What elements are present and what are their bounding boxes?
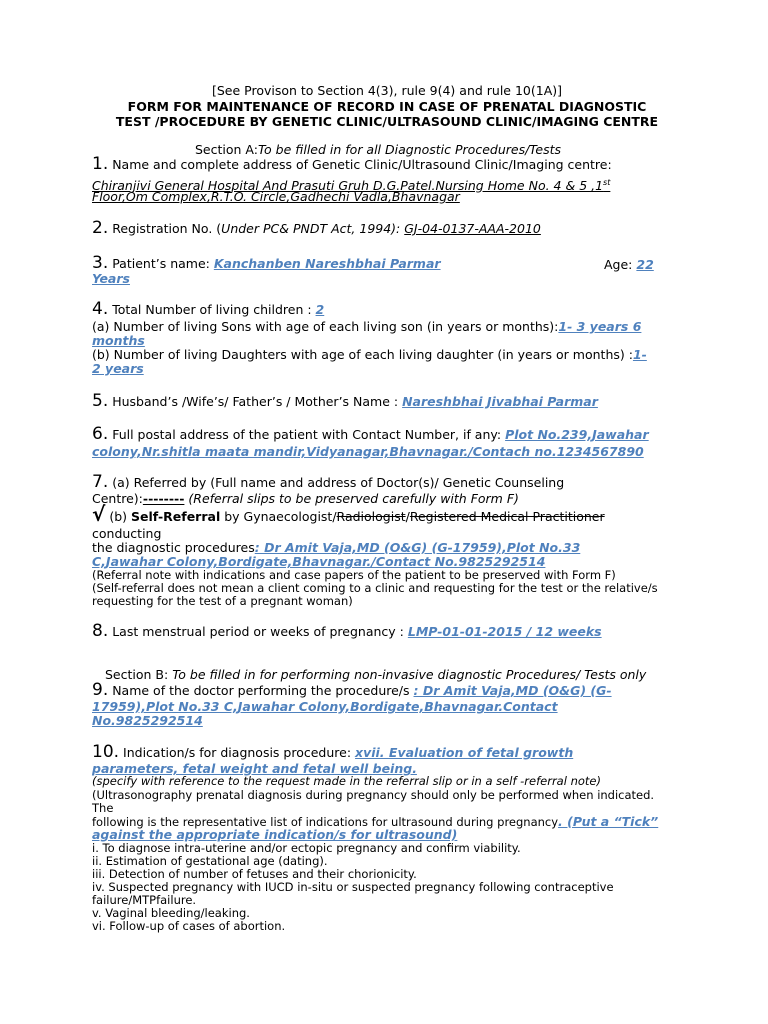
living-daughters-line: (b) Number of living Daughters with age of each living daughter (in years or months) :1-	[92, 347, 647, 362]
living-sons-value-cont: months	[92, 333, 145, 348]
item-10-tick-note-cont: against the appropriate indication/s for ultrasound)	[92, 827, 458, 842]
clinic-address-line-1: Chiranjivi General Hospital And Prasuti Gruh D.G.Patel.Nursing Home No. 4 & 5 ,1st	[92, 178, 611, 194]
section-b-heading: Section B: To be filled in for performing non-invasive diagnostic Procedures/ Tests only	[105, 667, 647, 682]
checkmark-icon: √	[92, 502, 106, 526]
item-5-spouse-name: 5. Husband’s /Wife’s/ Father’s / Mother’s Name : Nareshbhai Jivabhai Parmar	[92, 391, 598, 411]
item-2-registration: 2. Registration No. (Under PC& PNDT Act, 1994): GJ-04-0137-AAA-2010	[92, 218, 541, 238]
living-daughters-value-cont: 2 years	[92, 361, 144, 376]
item-8-lmp: 8. Last menstrual period or weeks of pregnancy : LMP-01-01-2015 / 12 weeks	[92, 621, 602, 641]
indication-list-item: iv. Suspected pregnancy with IUCD in-situ or suspected pregnancy following contraceptive	[92, 880, 614, 894]
item-10-value-cont: parameters, fetal weight and fetal well being.	[92, 761, 417, 776]
item-7a-centre: Centre):-------- (Referral slips to be preserved carefully with Form F)	[92, 491, 519, 506]
living-sons-line: (a) Number of living Sons with age of each living son (in years or months):1- 3 years 6	[92, 319, 642, 334]
item-10-note-4: following is the representative list of indications for ultrasound during pregnancy. (Put a “Tick”	[92, 814, 659, 829]
referral-note-3: requesting for the test of a pregnant woman)	[92, 594, 353, 608]
indication-list-item: iii. Detection of number of fetuses and their chorionicity.	[92, 867, 417, 881]
clinic-address-line-2: Floor,Om Complex,R.T.O. Circle,Gadhechi Vadla,Bhavnagar	[92, 189, 460, 204]
item-7b-conducting: conducting	[92, 526, 162, 541]
indication-list-item: ii. Estimation of gestational age (dating).	[92, 854, 328, 868]
item-7b-procedures: the diagnostic procedures: Dr Amit Vaja,MD (O&G) (G-17959),Plot No.33	[92, 540, 581, 555]
item-10-note-1: (specify with reference to the request made in the referral slip or in a self -referral note)	[92, 774, 601, 788]
referral-note-1: (Referral note with indications and case papers of the patient to be preserved with Form F)	[92, 568, 616, 582]
item-9-doctor: 9. Name of the doctor performing the procedure/s : Dr Amit Vaja,MD (O&G) (G-	[92, 680, 612, 700]
form-title-line-1: FORM FOR MAINTENANCE OF RECORD IN CASE OF PRENATAL DIAGNOSTIC	[127, 99, 647, 114]
patient-age-unit: Years	[92, 271, 130, 286]
form-title-line-2: TEST /PROCEDURE BY GENETIC CLINIC/ULTRASOUND CLINIC/IMAGING CENTRE	[115, 114, 659, 129]
item-10-note-3: The	[92, 801, 114, 815]
proviso-line: [See Provison to Section 4(3), rule 9(4) and rule 10(1A)]	[211, 83, 563, 98]
registration-number: GJ-04-0137-AAA-2010	[404, 221, 541, 236]
item-9-value-cont-2: No.9825292514	[92, 713, 203, 728]
indication-list-item: v. Vaginal bleeding/leaking.	[92, 906, 250, 920]
item-6-postal-address: 6. Full postal address of the patient with Contact Number, if any: Plot No.239,Jawahar	[92, 424, 649, 444]
item-3-patient-name: 3. Patient’s name: Kanchanben Nareshbhai Parmar	[92, 253, 441, 273]
item-10-note-2: (Ultrasonography prenatal diagnosis during pregnancy should only be performed when indicated.	[92, 788, 655, 802]
item-9-value-cont-1: 17959),Plot No.33 C,Jawahar Colony,Bordigate,Bhavnagar.Contact	[92, 699, 558, 714]
indication-list-item: vi. Follow-up of cases of abortion.	[92, 919, 286, 933]
patient-name-value: Kanchanben Nareshbhai Parmar	[213, 256, 441, 271]
item-7a-referred-by: 7. (a) Referred by (Full name and address of Doctor(s)/ Genetic Counseling	[92, 472, 565, 492]
referral-note-2: (Self-referral does not mean a client coming to a clinic and requesting for the test or the relative/s	[92, 581, 658, 595]
item-1-label-line: 1. Name and complete address of Genetic Clinic/Ultrasound Clinic/Imaging centre:	[92, 154, 612, 174]
item-4-living-children: 4. Total Number of living children : 2	[92, 299, 325, 319]
postal-address-cont: colony,Nr.shitla maata mandir,Vidyanagar,Bhavnagar./Contach no.1234567890	[92, 444, 644, 459]
section-a-heading: Section A:To be filled in for all Diagnostic Procedures/Tests	[195, 142, 562, 157]
indication-list-item: failure/MTPfailure.	[92, 893, 197, 907]
indication-list-item: i. To diagnose intra-uterine and/or ectopic pregnancy and confirm viability.	[92, 841, 521, 855]
item-7b-self-referral: √ (b) Self-Referral by Gynaecologist/Radiologist/Registered Medical Practitioner	[92, 502, 605, 526]
item-10-indications: 10. Indication/s for diagnosis procedure: xvii. Evaluation of fetal growth	[92, 742, 574, 762]
item-7b-value-cont: C,Jawahar Colony,Bordigate,Bhavnagar./Contact No.9825292514	[92, 554, 546, 569]
patient-age: Age: 22	[604, 257, 654, 272]
